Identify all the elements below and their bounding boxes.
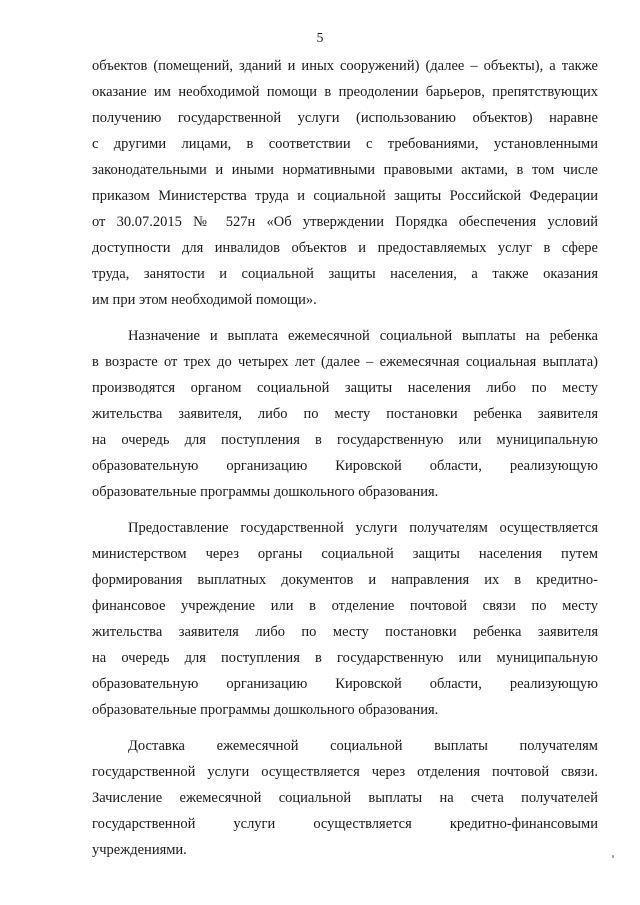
text-line: труда, занятости и социальной защиты населения, а также оказания xyxy=(92,266,598,282)
text-line: производятся органом социальной защиты населения либо по месту xyxy=(92,380,598,396)
text-line: образовательную организацию Кировской области, реализующую xyxy=(92,458,598,474)
text-line: на очередь для поступления в государственную или муниципальную xyxy=(92,432,598,448)
text-line: получению государственной услуги (использованию объектов) наравне xyxy=(92,110,598,126)
scan-speck xyxy=(612,855,614,858)
text-line: объектов (помещений, зданий и иных сооружений) (далее – объекты), а также xyxy=(92,58,598,74)
text-line: финансовое учреждение или в отделение почтовой связи по месту xyxy=(92,598,598,614)
paragraph-1 xyxy=(92,53,598,313)
paragraph-4 xyxy=(92,733,598,863)
text-line: Доставка ежемесячной социальной выплаты получателям xyxy=(128,738,598,754)
text-line: образовательные программы дошкольного образования. xyxy=(92,484,439,500)
text-line: Зачисление ежемесячной социальной выплаты на счета получателей xyxy=(92,790,598,806)
page-number: 5 xyxy=(316,30,324,45)
text-line: образовательную организацию Кировской области, реализующую xyxy=(92,676,598,692)
paragraph-2 xyxy=(92,323,598,505)
text-line: законодательными и иными нормативными правовыми актами, в том числе xyxy=(92,162,598,178)
text-line: государственной услуги осуществляется кредитно-финансовыми xyxy=(92,816,598,832)
document-body xyxy=(92,53,598,863)
text-line: Предоставление государственной услуги получателям осуществляется xyxy=(128,520,598,536)
text-line: приказом Министерства труда и социальной защиты Российской Федерации xyxy=(92,188,598,204)
text-line: им при этом необходимой помощи». xyxy=(92,292,317,308)
text-line: с другими лицами, в соответствии с требованиями, установленными xyxy=(92,136,598,152)
text-line: доступности для инвалидов объектов и предоставляемых услуг в сфере xyxy=(92,240,598,256)
text-line: формирования выплатных документов и направления их в кредитно- xyxy=(92,572,598,588)
text-line: жительства заявителя либо по месту постановки ребенка заявителя xyxy=(92,624,598,640)
text-line: образовательные программы дошкольного образования. xyxy=(92,702,439,718)
text-line: Назначение и выплата ежемесячной социальной выплаты на ребенка xyxy=(128,328,598,344)
text-line: оказание им необходимой помощи в преодолении барьеров, препятствующих xyxy=(92,84,598,100)
text-line: государственной услуги осуществляется через отделения почтовой связи. xyxy=(92,764,598,780)
text-line: в возрасте от трех до четырех лет (далее – ежемесячная социальная выплата) xyxy=(92,354,598,370)
text-line: учреждениями. xyxy=(92,842,187,858)
text-line: министерством через органы социальной защиты населения путем xyxy=(92,546,598,562)
text-line: на очередь для поступления в государственную или муниципальную xyxy=(92,650,598,666)
text-line: от 30.07.2015 № 527н «Об утверждении Порядка обеспечения условий xyxy=(92,214,598,230)
text-line: жительства заявителя, либо по месту постановки ребенка заявителя xyxy=(92,406,598,422)
paragraph-3 xyxy=(92,515,598,723)
